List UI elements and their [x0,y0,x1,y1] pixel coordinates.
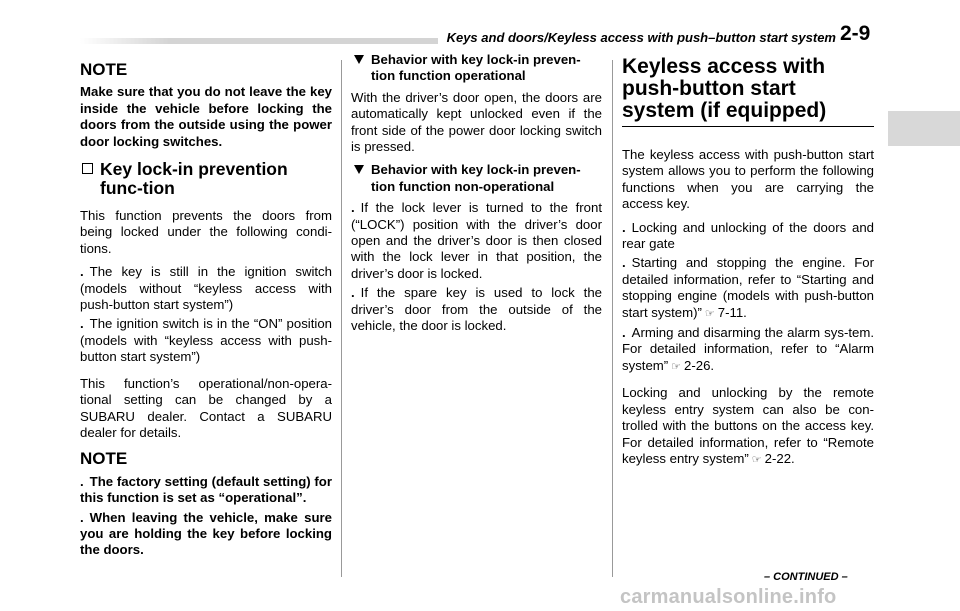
bullet-icon: . [80,264,84,280]
note-list-item: . When leaving the vehicle, make sure you are holding the key before locking the doors. [80,509,332,558]
page-reference-icon: ☞ [671,360,682,373]
list-item: . The ignition switch is in the “ON” position (models with “keyless access with push-button start system”) [80,316,332,365]
continued-label: – CONTINUED – [764,571,848,583]
column-1 [80,62,332,562]
list-item: . If the spare key is used to lock the driver’s door from the outside of the vehicle, the door is locked. [351,285,602,334]
bullet-icon: . [80,473,84,489]
bullet-icon: . [622,325,626,341]
page-reference-icon: ☞ [704,307,715,320]
section-heading [80,160,332,198]
intro-paragraph: The keyless access with push-button start system allows you to perform the following functions when you are carrying the access key. [622,147,874,212]
bullet-icon: . [351,285,355,301]
intro-paragraph: This function prevents the doors from being locked under the following condi-tions. [80,208,332,256]
list-item: . Arming and disarming the alarm sys-tem. For detailed information, refer to “Alarm system” ☞ 2-26. [622,325,874,373]
column-divider [341,60,342,577]
chapter-thumb-tab [888,111,960,146]
watermark: carmanualsonline.info [620,586,837,608]
page-reference-icon: ☞ [751,453,762,466]
subsection-heading: Behavior with key lock-in preven-tion function non-operational [351,162,602,195]
column-3 [622,55,874,475]
section-square-icon [82,163,93,174]
subsection-heading: Behavior with key lock-in preven-tion function operational [351,52,602,85]
column-divider [612,60,613,577]
page-reference-link[interactable]: 7-11. [717,304,747,320]
list-item: . Locking and unlocking of the doors and rear gate [622,219,874,252]
section-heading: Keyless access with push-button start system (if equipped) [622,56,874,127]
note-heading: NOTE [80,449,128,469]
bullet-icon: . [622,219,626,235]
body-paragraph: With the driver’s door open, the doors are automatically kept unlocked even if the front side of the power door locking switch is pressed. [351,89,602,155]
page-number: 2-9 [840,22,871,45]
triangle-marker-icon [354,165,364,174]
body-paragraph: This function’s operational/non-opera-tional setting can be changed by a SUBARU dealer. Contact a SUBARU dealer for details. [80,375,332,440]
list-item: . The key is still in the ignition switch (models without “keyless access with push-button start system”) [80,264,332,313]
note-heading: NOTE [80,60,128,79]
bullet-icon: . [351,200,355,216]
column-2 [351,52,602,338]
body-paragraph: Locking and unlocking by the remote keyless entry system can also be con-trolled with the buttons on the access key. For detailed information, refer to “Remote keyless entry system” ☞ 2-22. [622,385,874,466]
note-list-item: . The factory setting (default setting) for this function is set as “operational”. [80,473,332,506]
page-reference-link[interactable]: 2-26. [684,357,715,373]
bullet-icon: . [622,255,626,271]
list-item: . If the lock lever is turned to the front (“LOCK”) position with the driver’s door open and the driver’s door is then closed with the lock lever in that position, the driver’s door is locked. [351,200,602,281]
section-heading-text: Key lock-in prevention func-tion [100,159,288,199]
bullet-icon: . [80,509,84,525]
list-item: . Starting and stopping the engine. For detailed information, refer to “Starting and stopping engine (models with push-button start system)” ☞ 7-11. [622,255,874,320]
bullet-icon: . [80,316,84,332]
running-header-title: Keys and doors/Keyless access with push–button start system [438,30,836,45]
triangle-marker-icon [354,55,364,64]
note-text: Make sure that you do not leave the key inside the vehicle before locking the doors from the outside using the power door locking switches. [80,84,332,149]
page-reference-link[interactable]: 2-22. [764,450,795,466]
